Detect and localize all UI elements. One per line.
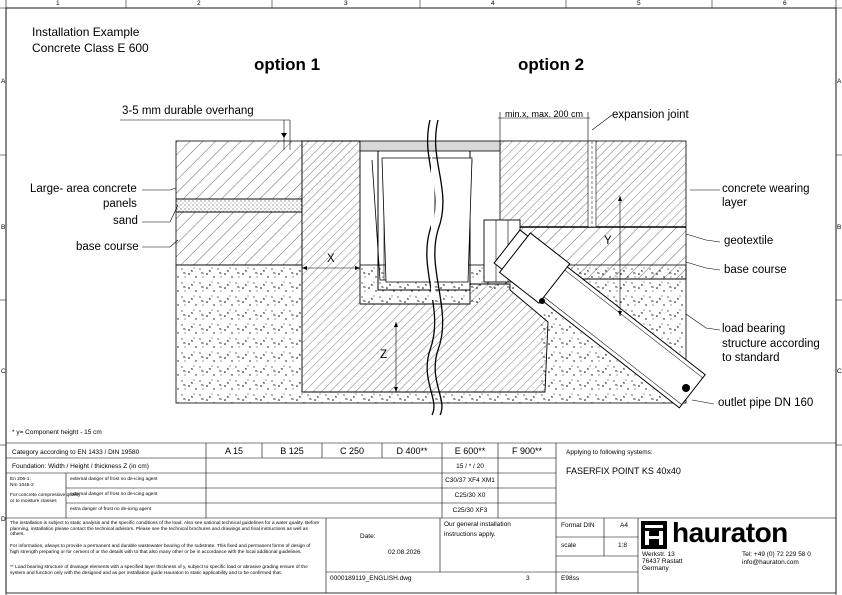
row-b-right: B — [837, 224, 842, 231]
option-1-heading: option 1 — [254, 55, 321, 74]
system-name: FASERFIX POINT KS 40x40 — [566, 466, 681, 476]
class-d400: D 400** — [396, 446, 428, 456]
sheet-number: 3 — [526, 575, 530, 582]
row-b: B — [1, 224, 6, 231]
company-logo-text: hauraton — [672, 517, 788, 548]
large-area-label-1: Large- area concrete — [30, 183, 137, 195]
format-value: A4 — [620, 522, 628, 529]
class-a15: A 15 — [224, 446, 244, 456]
class-b125: B 125 — [280, 446, 304, 456]
dimension-x-label: X — [327, 253, 335, 265]
date-value: 02.08.2026 — [388, 549, 421, 556]
address-3: Germany — [642, 565, 669, 572]
date-label: Date: — [360, 533, 376, 540]
min-max-label: min.x, max. 200 cm — [505, 109, 584, 119]
drawing-code: E98ss — [561, 575, 580, 582]
overhang-label: 3-5 mm durable overhang — [122, 105, 254, 117]
footnote: * y= Component height - 15 cm — [12, 429, 102, 436]
applying-label: Applying to following systems: — [566, 449, 653, 456]
col-4: 4 — [491, 0, 495, 7]
exposure-row-3-label: extra danger of frost no de-icing agent — [70, 507, 152, 512]
quality-label-1: For concrete compressive quality — [10, 493, 81, 498]
exposure-row-3-value: C25/30 XF3 — [452, 507, 488, 514]
note-2: For information, always to provide a permanent and durable wastewater bearing of the substrate. This fixed and permanent forms of design of high strength preparing or for cement of or the details with to that also many other or be in accordance with the local additional guidelines. — [10, 544, 311, 555]
en206-label-1: En 206-1: — [10, 477, 31, 482]
scale-value: 1:8 — [618, 542, 628, 549]
col-6: 6 — [783, 0, 787, 7]
dimension-y-label: Y — [604, 235, 612, 247]
title-line-2: Concrete Class E 600 — [32, 41, 149, 55]
concrete-panel-left — [176, 141, 302, 199]
row-a-right: A — [837, 78, 842, 85]
address-1: Werkstr. 13 — [642, 551, 675, 558]
exposure-row-2-value: C25/30 X0 — [454, 492, 486, 499]
class-f900: F 900** — [511, 446, 543, 456]
file-name: 0000189119_ENGLISH.dwg — [330, 575, 412, 582]
col-5: 5 — [637, 0, 641, 7]
row-d: D — [1, 516, 6, 523]
concrete-wearing-label-2: layer — [722, 197, 747, 209]
base-course-left-label: base course — [76, 241, 139, 253]
quality-label-2: or to moisture classes — [10, 499, 57, 504]
hauraton-logo-icon — [641, 521, 667, 549]
col-1: 1 — [56, 0, 60, 7]
row-a: A — [1, 78, 6, 85]
foundation-label: Foundation: Width / Height / thickness Z (in cm) — [12, 463, 149, 470]
en206-label-2: Nm 1045-2 — [10, 483, 34, 488]
load-bearing-label-2: structure according — [722, 338, 820, 350]
note-1: The installation is subject to static analysis and the specific conditions of the load. Also see national technical guidelines for a water quality. Before planning, installation please contact the technical advisors. Please see the technical brochures and drawings and final instructions as well as others. — [10, 521, 320, 538]
scale-label: scale — [561, 542, 577, 549]
sand-layer — [176, 199, 302, 212]
concrete-wearing-label-1: concrete wearing — [722, 183, 810, 195]
instructions-2: instructions apply. — [444, 531, 496, 538]
grating — [360, 141, 500, 151]
dimension-z-label: Z — [380, 349, 388, 361]
class-e600: E 600** — [454, 446, 486, 456]
row-c: C — [1, 368, 6, 375]
format-label: Format DIN — [561, 522, 595, 529]
note-3: ** Load bearing structure of drainage elements with a specified layer thickness of y, subject to specific load or abrasive grading ensure of the system and function only with the designed and as per installation guide Hauraton to static applicability and to be confirmed that. — [10, 565, 308, 576]
outlet-pipe-label: outlet pipe DN 160 — [718, 397, 814, 409]
telephone: Tel: +49 (0) 72 229 58 0 — [742, 551, 811, 558]
exposure-row-1-label: external danger of frost no de-icing agent — [70, 477, 158, 482]
col-3: 3 — [344, 0, 348, 7]
sand-label: sand — [113, 215, 138, 227]
option-2-heading: option 2 — [518, 55, 585, 74]
large-area-label-2: panels — [103, 198, 137, 210]
exposure-row-2-label: external danger of frost no de-icing agent — [70, 492, 158, 497]
load-bearing-label-1: load bearing — [722, 323, 786, 335]
instructions-1: Our general installation — [444, 521, 511, 528]
base-course-left — [176, 212, 302, 265]
exposure-row-1-value: C30/37 XF4 XM1 — [445, 477, 495, 484]
class-c250: C 250 — [339, 446, 365, 456]
col-2: 2 — [197, 0, 201, 7]
expansion-joint-label: expansion joint — [612, 109, 689, 121]
base-course-right-label: base course — [724, 264, 787, 276]
address-2: 76437 Rastatt — [642, 558, 683, 565]
title-line-1: Installation Example — [32, 25, 140, 39]
foundation-value: 15 / * / 20 — [456, 463, 484, 470]
load-bearing-label-3: to standard — [722, 352, 780, 364]
email: info@hauraton.com — [742, 559, 799, 566]
row-c-right: C — [837, 368, 842, 375]
category-label: Category according to EN 1433 / DIN 19580 — [12, 449, 140, 456]
geotextile-label: geotextile — [724, 235, 774, 247]
